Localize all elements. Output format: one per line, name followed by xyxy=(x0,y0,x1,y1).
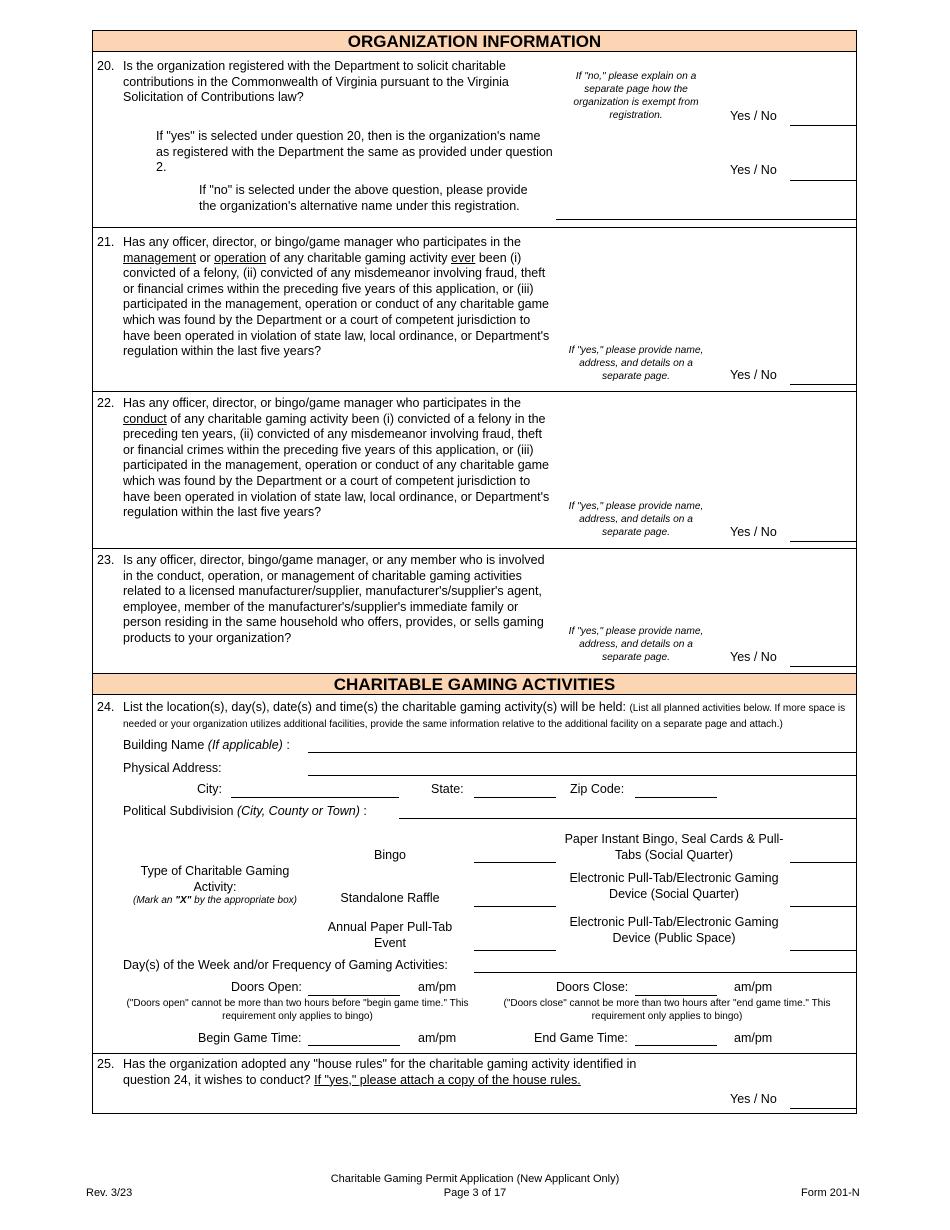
q21-answer-field[interactable] xyxy=(790,384,857,385)
q20-note: If "no," please explain on a separate page how the organization is exempt from registration. xyxy=(573,71,699,121)
days-frequency-label: Day(s) of the Week and/or Frequency of Gaming Activities: xyxy=(123,958,448,972)
epull-social-label: Electronic Pull-Tab/Electronic Gaming Device (Social Quarter) xyxy=(569,871,779,901)
q20-alt-name-field[interactable] xyxy=(556,219,857,220)
state-field[interactable] xyxy=(474,797,556,798)
q20-sub2-text: If "no" is selected under the above question, please provide the organization's alternative name under this registration. xyxy=(199,183,528,213)
divider xyxy=(92,1053,857,1054)
form-number: Form 201-N xyxy=(801,1187,860,1199)
epull-social-checkbox-field[interactable] xyxy=(790,906,857,907)
zip-field[interactable] xyxy=(635,797,717,798)
bingo-checkbox-field[interactable] xyxy=(474,862,556,863)
building-name-field[interactable] xyxy=(308,752,857,753)
q22-yes-no-label: Yes / No xyxy=(730,525,777,539)
section-header-gaming: CHARITABLE GAMING ACTIVITIES xyxy=(92,673,857,695)
q22-text: Has any officer, director, or bingo/game manager who participates in the conduct of any charitable gaming activity been (i) convicted of a felony in the preceding ten years, (ii) convicted of any misdemeanor involving fraud, theft or financial crimes within the preceding five years of this application, or (iii) participated in the management, operation or conduct of any charitable game which was found by the Department or a court of competent jurisdiction to have been operated in violation of state law, local ordinance, or Department's regulation within the last five years? xyxy=(123,396,550,520)
doors-open-label: Doors Open: xyxy=(231,980,302,994)
q21-note: If "yes," please provide name, address, and details on a separate page. xyxy=(568,345,704,382)
q20-number: 20. xyxy=(97,59,115,73)
epull-public-label: Electronic Pull-Tab/Electronic Gaming Device (Public Space) xyxy=(569,915,779,945)
q20-sub1-text: If "yes" is selected under question 20, then is the organization's name as registered with the Department the same as provided under question 2. xyxy=(156,129,553,175)
begin-game-time-label: Begin Game Time: xyxy=(198,1031,302,1045)
q24-number: 24. xyxy=(97,700,115,714)
divider xyxy=(92,227,857,228)
standalone-raffle-label: Standalone Raffle xyxy=(340,891,440,905)
revision-label: Rev. 3/23 xyxy=(86,1187,133,1199)
building-name-label: Building Name (If applicable) : xyxy=(123,738,290,752)
political-subdivision-label: Political Subdivision (City, County or Town) : xyxy=(123,804,367,818)
doors-open-ampm: am/pm xyxy=(418,980,457,994)
city-field[interactable] xyxy=(231,797,399,798)
divider xyxy=(92,391,857,392)
q21-number: 21. xyxy=(97,235,115,249)
q23-answer-field[interactable] xyxy=(790,666,857,667)
end-game-time-label: End Game Time: xyxy=(534,1031,628,1045)
city-label: City: xyxy=(197,782,222,796)
state-label: State: xyxy=(431,782,464,796)
q21-text: Has any officer, director, or bingo/game manager who participates in the management or operation of any charitable gaming activity ever been (i) convicted of a felony, (ii) convicted of any misdemeanor involving fraud, theft or financial crimes within the preceding five years of this application, or (iii) participated in the management, operation or conduct of any charitable game which was found by the Department or a court of competent jurisdiction to have been operated in violation of state law, local ordinance, or Department's regulation within the last five years? xyxy=(123,235,550,359)
doors-close-ampm: am/pm xyxy=(734,980,773,994)
q22-number: 22. xyxy=(97,396,115,410)
paper-instant-bingo-label: Paper Instant Bingo, Seal Cards & Pull-Tabs (Social Quarter) xyxy=(564,832,784,862)
paper-instant-bingo-checkbox-field[interactable] xyxy=(790,862,857,863)
annual-pull-tab-label: Annual Paper Pull-Tab Event xyxy=(327,920,453,950)
q23-yes-no-label: Yes / No xyxy=(730,650,777,664)
end-game-time-field[interactable] xyxy=(635,1045,717,1046)
standalone-raffle-checkbox-field[interactable] xyxy=(474,906,556,907)
divider xyxy=(92,548,857,549)
q25-answer-field[interactable] xyxy=(790,1108,857,1109)
physical-address-field[interactable] xyxy=(308,775,857,776)
q22-answer-field[interactable] xyxy=(790,541,857,542)
doors-close-note: ("Doors close" cannot be more than two hours after "end game time." This requirement only applies to bingo) xyxy=(503,998,831,1022)
q21-yes-no-label: Yes / No xyxy=(730,368,777,382)
q20-sub1-answer-field[interactable] xyxy=(790,180,857,181)
epull-public-checkbox-field[interactable] xyxy=(790,950,857,951)
gaming-type-instruction: (Mark an "X" by the appropriate box) xyxy=(132,895,297,906)
days-frequency-field[interactable] xyxy=(474,972,857,973)
footer-form-title: Charitable Gaming Permit Application (New Applicant Only) xyxy=(330,1173,620,1185)
q22-note: If "yes," please provide name, address, and details on a separate page. xyxy=(568,501,704,538)
q20-text: Is the organization registered with the Department to solicit charitable contributions in the Commonwealth of Virginia pursuant to the Virginia Solicitation of Contributions law? xyxy=(123,59,509,105)
q25-yes-no-label: Yes / No xyxy=(730,1092,777,1106)
zip-label: Zip Code: xyxy=(570,782,625,796)
q20-sub1-yes-no-label: Yes / No xyxy=(730,163,777,177)
q20-yes-no-label: Yes / No xyxy=(730,109,777,123)
q25-text: Has the organization adopted any "house rules" for the charitable gaming activity identified in question 24, it wishes to conduct? If "yes," please attach a copy of the house rules. xyxy=(123,1057,637,1087)
bingo-label: Bingo xyxy=(374,848,406,862)
political-subdivision-field[interactable] xyxy=(399,818,857,819)
annual-pull-tab-checkbox-field[interactable] xyxy=(474,950,556,951)
physical-address-label: Physical Address: xyxy=(123,761,222,775)
section-header-org-info: ORGANIZATION INFORMATION xyxy=(92,30,857,52)
page-number: Page 3 of 17 xyxy=(443,1186,507,1199)
q23-note: If "yes," please provide name, address, and details on a separate page. xyxy=(568,626,704,663)
q25-number: 25. xyxy=(97,1057,115,1071)
q24-text: List the location(s), day(s), date(s) and time(s) the charitable gaming activity(s) will be held: (List all planned activities below. If more space is needed or your organization utilizes additional facilities, provide the same information relative to the additional facility on a separate page and attach.) xyxy=(123,700,846,730)
q20-answer-field[interactable] xyxy=(790,125,857,126)
doors-open-note: ("Doors open" cannot be more than two hours before "begin game time." This requirement only applies to bingo) xyxy=(126,998,469,1022)
q23-text: Is any officer, director, bingo/game manager, or any member who is involved in the conduct, operation, or management of charitable gaming activities related to a licensed manufacturer/supplier, manufacturer's/supplier's agent, employee, member of the manufacturer's/supplier's immediate family or person residing in the same household who offers, provides, or sells gaming products to your organization? xyxy=(123,553,545,645)
doors-close-label: Doors Close: xyxy=(556,980,629,994)
gaming-type-label: Type of Charitable Gaming Activity: xyxy=(140,864,290,894)
doors-open-field[interactable] xyxy=(308,995,400,996)
q23-number: 23. xyxy=(97,553,115,567)
end-game-time-ampm: am/pm xyxy=(734,1031,773,1045)
footer-title xyxy=(275,1173,675,1200)
begin-game-time-ampm: am/pm xyxy=(418,1031,457,1045)
begin-game-time-field[interactable] xyxy=(308,1045,400,1046)
doors-close-field[interactable] xyxy=(635,995,717,996)
